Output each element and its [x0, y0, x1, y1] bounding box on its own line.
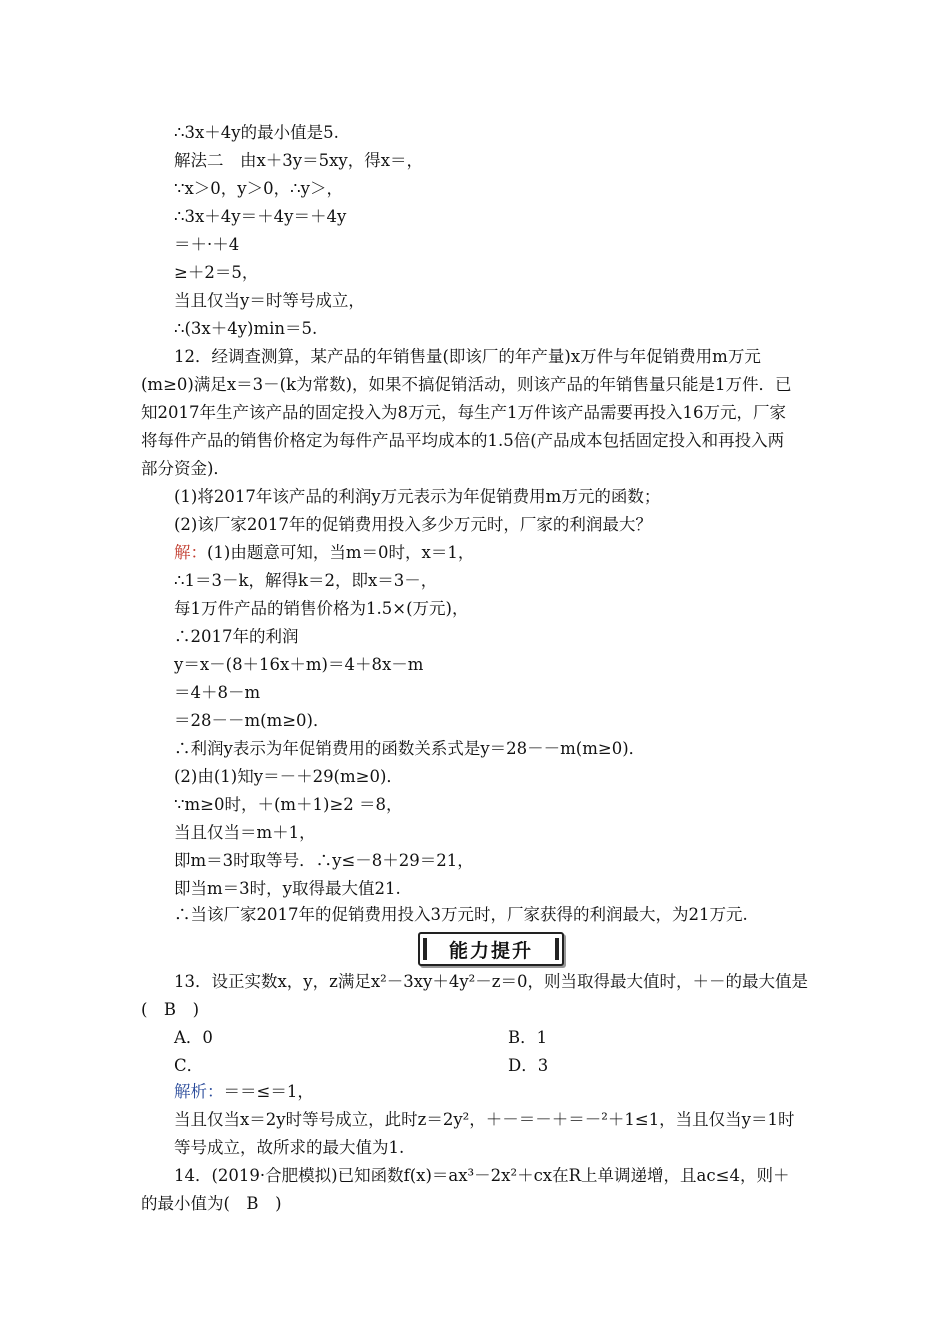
solution-label: 解：	[174, 543, 207, 562]
text-line: ≥＋2＝5，	[174, 263, 259, 282]
solution-text: (1)由题意可知，当m＝0时，x＝1，	[207, 543, 475, 562]
question-12-line: 将每件产品的销售价格定为每件产品平均成本的1.5倍(产品成本包括固定投入和再投入两	[141, 431, 785, 450]
solution-line	[174, 1082, 314, 1102]
text-line: ∴(3x＋4y)min＝5.	[174, 319, 318, 338]
question-12-sub: (1)将2017年该产品的利润y万元表示为年促销费用m万元的函数；	[174, 487, 661, 506]
text-line: ＝＋·＋4	[174, 235, 240, 254]
answer-choice: ( B )	[141, 1000, 199, 1019]
text-line: 当且仅当y＝时等号成立，	[174, 291, 365, 310]
solution-line: ∵m≥0时，＋(m＋1)≥2 ＝8，	[174, 795, 403, 814]
text-line: ∴3x＋4y的最小值是5.	[174, 123, 339, 142]
solution-line: 即当m＝3时，y取得最大值21.	[174, 879, 401, 898]
solution-line: 当且仅当x＝2y时等号成立，此时z＝2y²，＋－＝－＋＝－²＋1≤1，当且仅当y＝1时	[174, 1110, 795, 1129]
question-14-line: 的最小值为( B )	[141, 1194, 282, 1213]
solution-line: ∴2017年的利润	[174, 627, 299, 646]
option-b: B．1	[508, 1028, 548, 1047]
solution-line: ＝28－－m(m≥0)．	[174, 711, 330, 730]
question-12-line: 12．经调查测算，某产品的年销售量(即该厂的年产量)x万件与年促销费用m万元	[174, 347, 761, 366]
solution-line: 当且仅当＝m＋1，	[174, 823, 316, 842]
solution-line: (2)由(1)知y＝－＋29(m≥0)．	[174, 767, 403, 786]
text-line: 解法二 由x＋3y＝5xy，得x＝，	[174, 151, 424, 170]
text-line: ∵x＞0，y＞0，∴y＞，	[174, 179, 343, 198]
question-12-line: 部分资金)．	[141, 459, 230, 478]
solution-line: ∴1＝3－k，解得k＝2，即x＝3－，	[174, 571, 438, 590]
question-14-line: 14．(2019·合肥模拟)已知函数f(x)＝ax³－2x²＋cx在R上单调递增，且ac≤4，则＋	[174, 1166, 790, 1185]
option-d: D．3	[508, 1056, 549, 1075]
solution-line: 等号成立，故所求的最大值为1.	[174, 1138, 405, 1157]
question-13-line: 13．设正实数x，y，z满足x²－3xy＋4y²－z＝0，则当取得最大值时，＋－的最大值是	[174, 972, 808, 991]
solution-text: ＝＝≤＝1，	[223, 1082, 314, 1101]
option-a: A．0	[174, 1028, 213, 1047]
section-banner-label: 能力提升	[448, 939, 533, 962]
option-c: C．	[174, 1056, 204, 1075]
question-12-line: (m≥0)满足x＝3－(k为常数)，如果不搞促销活动，则该产品的年销售量只能是1万件．已	[141, 375, 792, 394]
solution-line: 即m＝3时取等号．∴y≤－8＋29＝21，	[174, 851, 474, 870]
question-12-sub: (2)该厂家2017年的促销费用投入多少万元时，厂家的利润最大？	[174, 515, 652, 534]
section-banner	[418, 932, 564, 966]
text-line: ∴3x＋4y＝＋4y＝＋4y	[174, 207, 347, 226]
solution-line: ∴当该厂家2017年的促销费用投入3万元时，厂家获得的利润最大，为21万元.	[174, 905, 748, 924]
solution-line: ＝4＋8－m	[174, 683, 261, 702]
question-12-line: 知2017年生产该产品的固定投入为8万元，每生产1万件该产品需要再投入16万元，厂家	[141, 403, 786, 422]
solution-line: y＝x－(8＋16x＋m)＝4＋8x－m	[174, 655, 424, 674]
analysis-label: 解析：	[174, 1082, 224, 1101]
solution-line	[174, 543, 474, 563]
solution-line: ∴利润y表示为年促销费用的函数关系式是y＝28－－m(m≥0)．	[174, 739, 646, 758]
solution-line: 每1万件产品的销售价格为1.5×(万元)，	[174, 599, 469, 618]
